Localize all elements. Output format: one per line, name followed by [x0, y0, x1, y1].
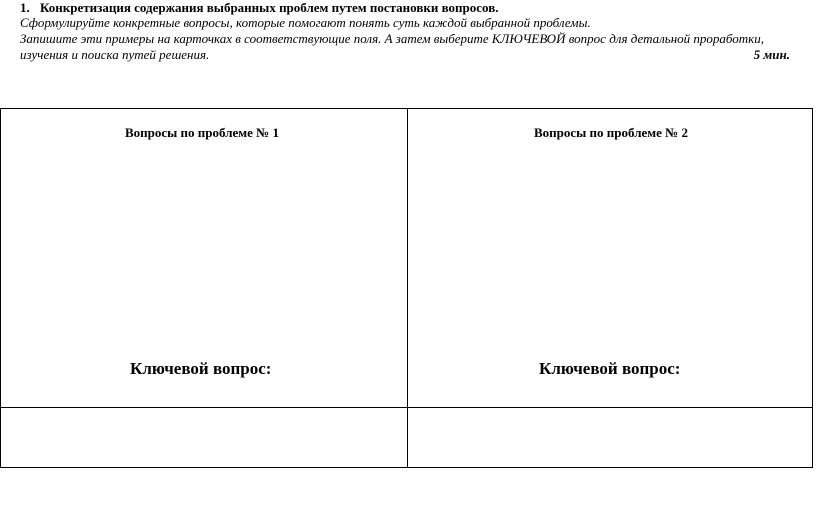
question-cards-table: [0, 108, 813, 468]
time-limit: 5 мин.: [753, 47, 790, 62]
instruction-last-line: [20, 47, 800, 63]
card-2-key-question-label: Ключевой вопрос:: [539, 359, 681, 378]
card-1-answer-area[interactable]: [1, 408, 407, 467]
instruction-line-3: изучения и поиска путей решения.: [20, 47, 210, 62]
task-title-line: [20, 0, 800, 15]
card-2-answer-area[interactable]: [408, 408, 812, 467]
instruction-line-2: Запишите эти примеры на карточках в соответствующие поля. А затем выберите КЛЮЧЕВОЙ вопрос для детальной проработки,: [20, 31, 764, 46]
task-number: 1.: [20, 0, 30, 15]
task-title: Конкретизация содержания выбранных проблем путем постановки вопросов.: [40, 0, 499, 15]
instruction-line-1: Сформулируйте конкретные вопросы, которые помогают понять суть каждой выбранной проблемы.: [20, 15, 591, 30]
task-header: [20, 0, 800, 63]
card-1-key-question-label: Ключевой вопрос:: [130, 359, 272, 378]
card-1-title: Вопросы по проблеме № 1: [125, 125, 279, 140]
card-2-title: Вопросы по проблеме № 2: [534, 125, 688, 140]
